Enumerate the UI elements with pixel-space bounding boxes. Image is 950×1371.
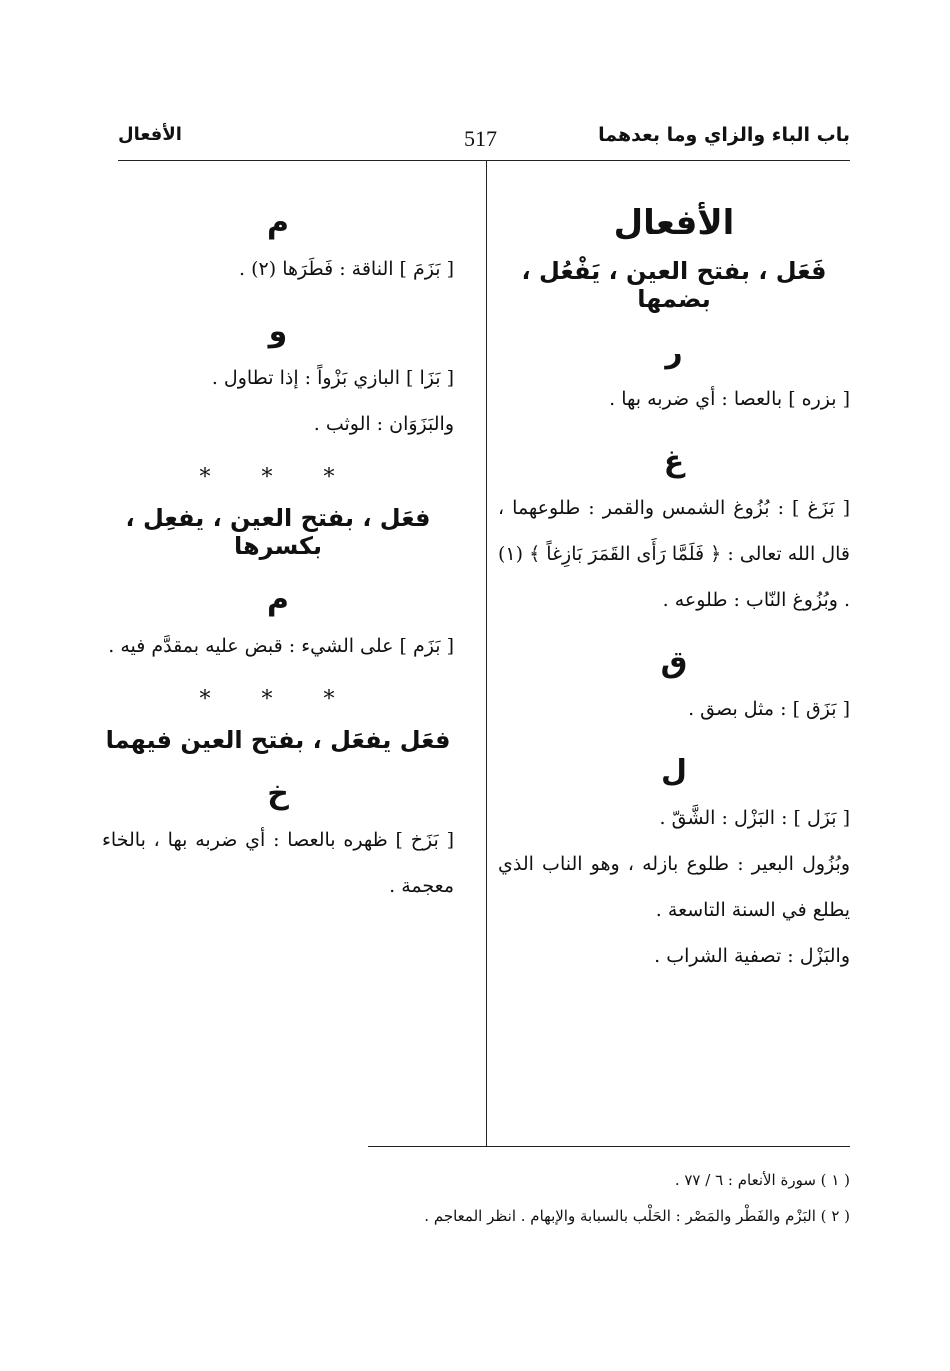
verb-pattern-heading: فَعَل ، بفتح العين ، يَفْعُل ، بضمها: [521, 257, 827, 313]
letter-heading-kha: خ: [267, 776, 289, 811]
dictionary-entry: [ بزره ] بالعصا : أي ضربه بها .: [609, 388, 850, 410]
footnotes: [150, 1162, 850, 1234]
dictionary-entry: وبُزُول البعير : طلوع بازله ، وهو الناب الذي يطلع في السنة التاسعة .: [498, 853, 850, 921]
dictionary-entry: [ بَزَا ] البازي بَزْواً : إذا تطاول .: [211, 367, 454, 389]
footnote-1: ( ١ ) سورة الأنعام : ٦ / ٧٧ .: [674, 1171, 850, 1189]
section-separator: * * *: [199, 465, 357, 490]
letter-heading-mim: م: [267, 205, 289, 240]
section-heading: الأفعال: [613, 203, 735, 243]
dictionary-entry: [ بَزَخ ] ظهره بالعصا : أي ضربه بها ، بالخاء معجمة .: [102, 829, 454, 897]
letter-heading-ra: ر: [665, 335, 683, 370]
column-divider: [486, 161, 487, 1146]
header-rule: [118, 160, 850, 161]
footnote-2: ( ٢ ) البَزْم والفَطْر والمَصْر : الحَلْب بالسبابة والإبهام . انظر المعاجم .: [424, 1207, 850, 1225]
letter-heading-lam: ل: [660, 754, 688, 789]
letter-heading-waw: و: [268, 314, 288, 349]
page-number: 517: [464, 126, 497, 151]
section-separator: * * *: [199, 687, 357, 712]
dictionary-entry: [ بَزَل ] : البَزْل : الشَّقّ .: [659, 807, 850, 829]
dictionary-entry: [ بَزَق ] : مثل بصق .: [688, 698, 850, 720]
chapter-title: باب الباء والزاي وما بعدهما: [598, 124, 850, 146]
left-column: [102, 185, 454, 909]
footnote-rule: [368, 1146, 850, 1147]
right-column: [498, 185, 850, 979]
letter-heading-ghain: غ: [663, 444, 685, 479]
dictionary-entry: والبَزَوَان : الوثب .: [313, 413, 454, 435]
section-running-title: الأفعال: [118, 124, 182, 145]
verb-pattern-heading: فعَل يفعَل ، بفتح العين فيهما: [105, 726, 451, 754]
running-header: [118, 118, 850, 158]
verb-pattern-heading: فعَل ، بفتح العين ، يفعِل ، بكسرها: [125, 504, 431, 560]
dictionary-entry: [ بَزَمَ ] الناقة : فَطَرَها (٢) .: [239, 258, 454, 280]
dictionary-entry: والبَزْل : تصفية الشراب .: [654, 945, 850, 967]
letter-heading-mim: م: [267, 582, 289, 617]
dictionary-entry: [ بَزَم ] على الشيء : قبض عليه بمقدَّم فيه .: [108, 635, 454, 657]
letter-heading-qaf: ق: [660, 645, 688, 680]
dictionary-entry: [ بَزَغ ] : بُزُوغ الشمس والقمر : طلوعهما ، قال الله تعالى : ﴿ فَلَمَّا رَأَى القَمَرَ بَازِغاً ﴾ (١) . وبُزُوغ النّاب : طلوعه .: [498, 497, 850, 611]
